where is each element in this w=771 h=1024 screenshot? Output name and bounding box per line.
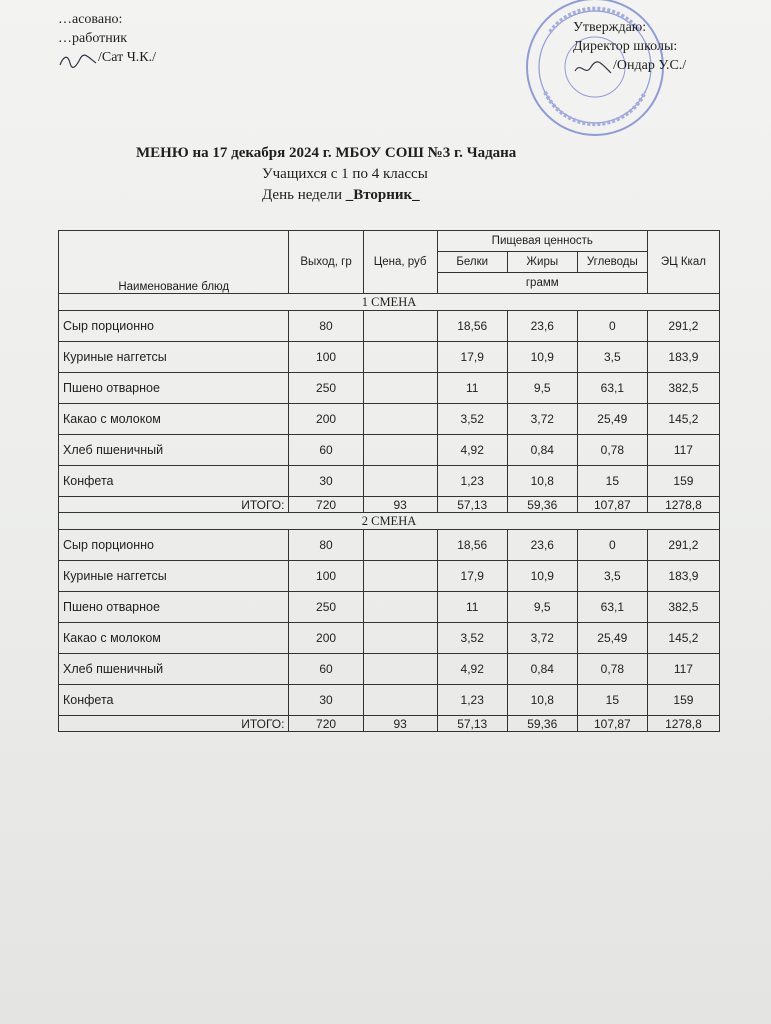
table-row — [59, 435, 720, 466]
total-price: 93 — [363, 716, 437, 732]
dish-name: Куриные наггетсы — [59, 561, 289, 592]
cell-fats: 3,72 — [507, 623, 577, 654]
cell-price — [363, 342, 437, 373]
cell-proteins: 3,52 — [437, 623, 507, 654]
total-output: 720 — [289, 497, 363, 513]
cell-fats: 23,6 — [507, 311, 577, 342]
cell-carbs: 63,1 — [577, 592, 647, 623]
table-row — [59, 404, 720, 435]
cell-energy: 382,5 — [647, 592, 719, 623]
header-energy: ЭЦ Ккал — [647, 231, 719, 294]
cell-price — [363, 311, 437, 342]
total-energy: 1278,8 — [647, 716, 719, 732]
header-units: грамм — [437, 273, 647, 294]
cell-output: 60 — [289, 654, 363, 685]
table-row — [59, 592, 720, 623]
shift-header-row — [59, 294, 720, 311]
total-label: ИТОГО: — [59, 497, 289, 513]
dish-name: Конфета — [59, 466, 289, 497]
cell-energy: 159 — [647, 466, 719, 497]
header-price: Цена, руб — [363, 231, 437, 294]
cell-fats: 0,84 — [507, 654, 577, 685]
cell-carbs: 63,1 — [577, 373, 647, 404]
total-row — [59, 497, 720, 513]
approval-left-name: /Сат Ч.К./ — [98, 50, 157, 65]
dish-name: Сыр порционно — [59, 311, 289, 342]
dish-name: Какао с молоком — [59, 623, 289, 654]
table-row — [59, 530, 720, 561]
cell-fats: 3,72 — [507, 404, 577, 435]
cell-proteins: 17,9 — [437, 561, 507, 592]
cell-energy: 145,2 — [647, 404, 719, 435]
cell-proteins: 3,52 — [437, 404, 507, 435]
cell-energy: 117 — [647, 654, 719, 685]
table-row — [59, 373, 720, 404]
cell-carbs: 3,5 — [577, 561, 647, 592]
cell-carbs: 0 — [577, 530, 647, 561]
total-carbs: 107,87 — [577, 497, 647, 513]
cell-price — [363, 685, 437, 716]
table-row — [59, 466, 720, 497]
cell-output: 100 — [289, 342, 363, 373]
weekday-value: _Вторник_ — [345, 187, 420, 203]
header-proteins: Белки — [437, 252, 507, 273]
total-row — [59, 716, 720, 732]
shift-label: 1 СМЕНА — [59, 294, 720, 311]
cell-carbs: 25,49 — [577, 623, 647, 654]
cell-fats: 10,9 — [507, 342, 577, 373]
cell-fats: 9,5 — [507, 592, 577, 623]
cell-carbs: 15 — [577, 685, 647, 716]
cell-proteins: 4,92 — [437, 654, 507, 685]
header-output: Выход, гр — [289, 231, 363, 294]
header-fats: Жиры — [507, 252, 577, 273]
approval-block-right — [573, 18, 686, 75]
table-row — [59, 654, 720, 685]
cell-proteins: 1,23 — [437, 685, 507, 716]
cell-output: 100 — [289, 561, 363, 592]
menu-table-body — [59, 294, 720, 732]
dish-name: Пшено отварное — [59, 373, 289, 404]
cell-energy: 382,5 — [647, 373, 719, 404]
cell-proteins: 11 — [437, 373, 507, 404]
total-output: 720 — [289, 716, 363, 732]
cell-proteins: 11 — [437, 592, 507, 623]
cell-output: 250 — [289, 592, 363, 623]
approval-block-left — [58, 10, 156, 67]
cell-price — [363, 373, 437, 404]
total-label: ИТОГО: — [59, 716, 289, 732]
cell-price — [363, 404, 437, 435]
total-proteins: 57,13 — [437, 497, 507, 513]
cell-proteins: 17,9 — [437, 342, 507, 373]
approval-right-signature-line — [573, 56, 686, 75]
menu-title: МЕНЮ на 17 декабря 2024 г. МБОУ СОШ №3 г. Чадана — [136, 145, 517, 161]
total-price: 93 — [363, 497, 437, 513]
table-row — [59, 561, 720, 592]
cell-proteins: 18,56 — [437, 311, 507, 342]
cell-proteins: 1,23 — [437, 466, 507, 497]
cell-proteins: 4,92 — [437, 435, 507, 466]
cell-carbs: 25,49 — [577, 404, 647, 435]
total-proteins: 57,13 — [437, 716, 507, 732]
cell-output: 200 — [289, 404, 363, 435]
dish-name: Куриные наггетсы — [59, 342, 289, 373]
cell-price — [363, 530, 437, 561]
cell-output: 200 — [289, 623, 363, 654]
cell-output: 250 — [289, 373, 363, 404]
cell-energy: 159 — [647, 685, 719, 716]
handwritten-signature-icon — [58, 53, 98, 67]
total-carbs: 107,87 — [577, 716, 647, 732]
cell-carbs: 0,78 — [577, 435, 647, 466]
menu-subtitle-grades: Учащихся с 1 по 4 классы — [262, 166, 428, 182]
cell-fats: 9,5 — [507, 373, 577, 404]
cell-energy: 183,9 — [647, 561, 719, 592]
menu-weekday-line — [262, 187, 420, 204]
total-fats: 59,36 — [507, 497, 577, 513]
dish-name: Хлеб пшеничный — [59, 435, 289, 466]
approval-right-name: /Ондар У.С./ — [613, 58, 687, 73]
cell-fats: 10,8 — [507, 685, 577, 716]
cell-price — [363, 435, 437, 466]
cell-price — [363, 561, 437, 592]
cell-output: 30 — [289, 466, 363, 497]
cell-carbs: 15 — [577, 466, 647, 497]
approval-left-line1: …асовано: — [58, 12, 123, 27]
cell-carbs: 0 — [577, 311, 647, 342]
menu-table — [58, 230, 720, 732]
cell-price — [363, 654, 437, 685]
dish-name: Хлеб пшеничный — [59, 654, 289, 685]
cell-energy: 291,2 — [647, 311, 719, 342]
cell-fats: 23,6 — [507, 530, 577, 561]
dish-name: Конфета — [59, 685, 289, 716]
handwritten-signature-icon — [573, 61, 613, 75]
dish-name: Какао с молоком — [59, 404, 289, 435]
cell-output: 30 — [289, 685, 363, 716]
weekday-prefix: День недели — [262, 187, 346, 203]
cell-output: 80 — [289, 530, 363, 561]
cell-price — [363, 623, 437, 654]
header-nutrition: Пищевая ценность — [437, 231, 647, 252]
cell-price — [363, 592, 437, 623]
cell-energy: 291,2 — [647, 530, 719, 561]
table-row — [59, 685, 720, 716]
total-fats: 59,36 — [507, 716, 577, 732]
total-energy: 1278,8 — [647, 497, 719, 513]
shift-header-row — [59, 513, 720, 530]
cell-output: 80 — [289, 311, 363, 342]
table-row — [59, 342, 720, 373]
approval-right-line2: Директор школы: — [573, 39, 678, 54]
cell-fats: 10,9 — [507, 561, 577, 592]
approval-left-line2: …работник — [58, 31, 128, 46]
cell-fats: 10,8 — [507, 466, 577, 497]
table-header-row — [59, 231, 720, 252]
cell-energy: 145,2 — [647, 623, 719, 654]
cell-carbs: 0,78 — [577, 654, 647, 685]
cell-energy: 117 — [647, 435, 719, 466]
shift-label: 2 СМЕНА — [59, 513, 720, 530]
table-row — [59, 311, 720, 342]
header-name: Наименование блюд — [59, 231, 289, 294]
cell-price — [363, 466, 437, 497]
header-carbs: Углеводы — [577, 252, 647, 273]
dish-name: Пшено отварное — [59, 592, 289, 623]
table-row — [59, 623, 720, 654]
cell-output: 60 — [289, 435, 363, 466]
cell-fats: 0,84 — [507, 435, 577, 466]
cell-energy: 183,9 — [647, 342, 719, 373]
dish-name: Сыр порционно — [59, 530, 289, 561]
cell-proteins: 18,56 — [437, 530, 507, 561]
approval-left-signature-line — [58, 48, 156, 67]
approval-right-line1: Утверждаю: — [573, 20, 647, 35]
cell-carbs: 3,5 — [577, 342, 647, 373]
